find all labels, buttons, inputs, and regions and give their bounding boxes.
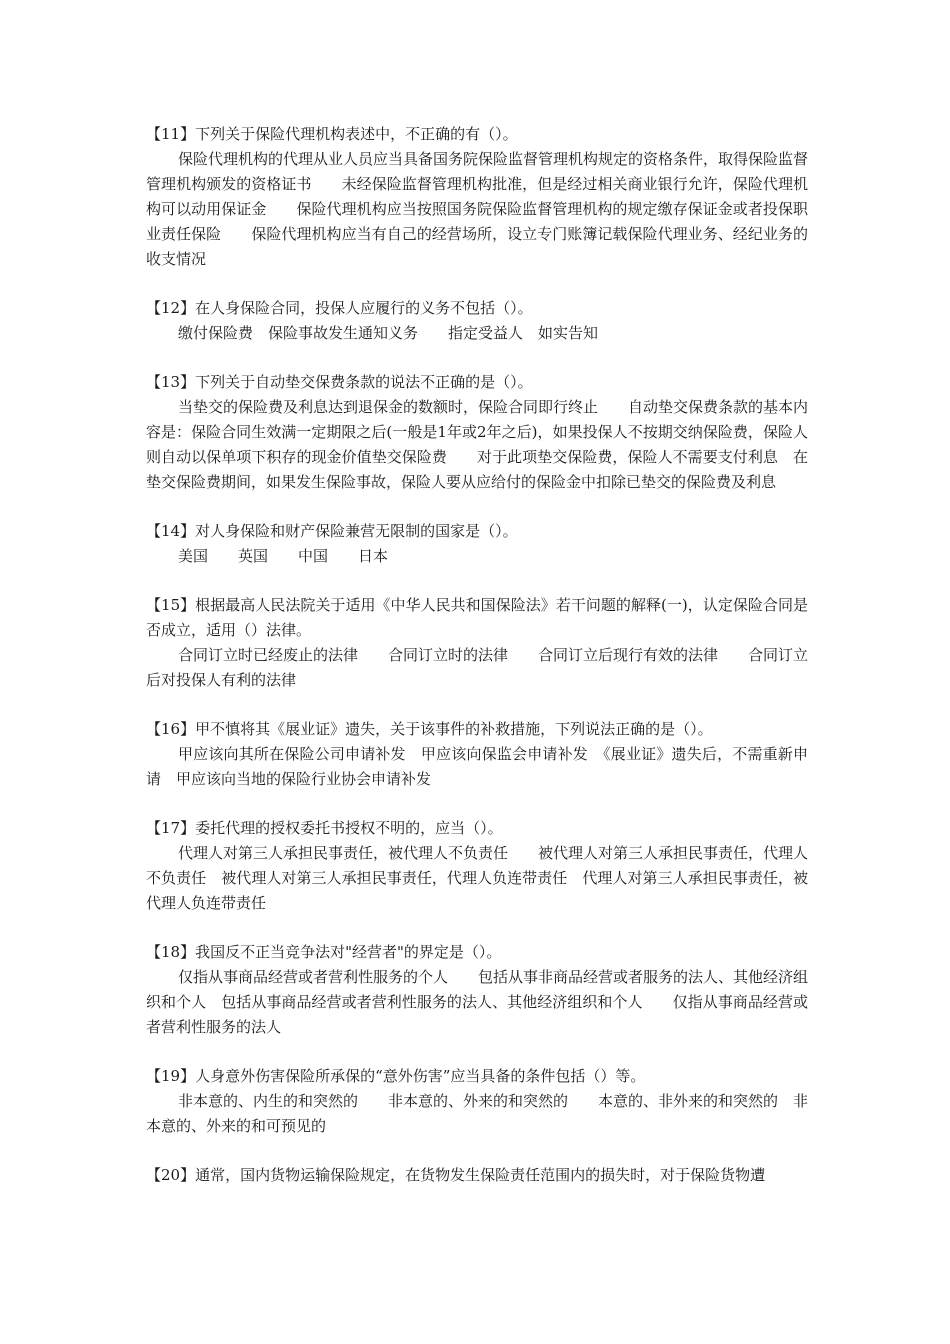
- document-page: [146, 122, 808, 1212]
- question-11: [146, 122, 808, 272]
- question-options: 保险代理机构的代理从业人员应当具备国务院保险监督管理机构规定的资格条件，取得保险监督管理机构颁发的资格证书 未经保险监督管理机构批准，但是经过相关商业银行允许，保险代理机构可以动用保证金 保险代理机构应当按照国务院保险监督管理机构的规定缴存保证金或者投保职业责任保险 保险代理机构应当有自己的经营场所，设立专门账簿记载保险代理业务、经纪业务的收支情况: [146, 150, 809, 268]
- question-stem: 下列关于保险代理机构表述中，不正确的有（）。: [195, 125, 518, 143]
- question-stem: 根据最高人民法院关于适用《中华人民共和国保险法》若干问题的解释(一)，认定保险合同是否成立，适用（）法律。: [146, 596, 808, 639]
- question-stem: 对人身保险和财产保险兼营无限制的国家是（）。: [195, 522, 518, 540]
- question-stem: 下列关于自动垫交保费条款的说法不正确的是（）。: [195, 373, 533, 391]
- question-number: 【18】: [146, 943, 196, 961]
- question-options: 当垫交的保险费及利息达到退保金的数额时，保险合同即行终止 自动垫交保费条款的基本内容是：保险合同生效满一定期限之后(一般是1年或2年之后)，如果投保人不按期交纳保险费，保险人则自动以保单项下积存的现金价值垫交保险费 对于此项垫交保险费，保险人不需要支付利息 在垫交保险费期间，如果发生保险事故，保险人要从应给付的保险金中扣除已垫交的保险费及利息: [146, 398, 809, 491]
- question-16: [146, 717, 808, 792]
- question-number: 【11】: [146, 125, 196, 143]
- question-20: [146, 1163, 808, 1188]
- question-number: 【16】: [146, 720, 196, 738]
- question-number: 【13】: [146, 373, 196, 391]
- question-stem: 通常，国内货物运输保险规定，在货物发生保险责任范围内的损失时，对于保险货物遭: [195, 1166, 766, 1184]
- question-stem: 在人身保险合同，投保人应履行的义务不包括（）。: [195, 299, 533, 317]
- question-19: [146, 1064, 808, 1139]
- question-14: [146, 519, 808, 569]
- question-options: 仅指从事商品经营或者营利性服务的个人 包括从事非商品经营或者服务的法人、其他经济组织和个人 包括从事商品经营或者营利性服务的法人、其他经济组织和个人 仅指从事商品经营或者营利性服务的法人: [146, 968, 809, 1036]
- question-13: [146, 370, 808, 495]
- question-number: 【19】: [146, 1067, 196, 1085]
- question-options: 缴付保险费 保险事故发生通知义务 指定受益人 如实告知: [178, 324, 599, 342]
- question-15: [146, 593, 808, 693]
- question-options: 美国 英国 中国 日本: [178, 547, 389, 565]
- question-options: 代理人对第三人承担民事责任，被代理人不负责任 被代理人对第三人承担民事责任，代理人不负责任 被代理人对第三人承担民事责任，代理人负连带责任 代理人对第三人承担民事责任，被代理人负连带责任: [146, 844, 809, 912]
- question-options: 非本意的、内生的和突然的 非本意的、外来的和突然的 本意的、非外来的和突然的 非本意的、外来的和可预见的: [146, 1092, 809, 1135]
- question-number: 【15】: [146, 596, 196, 614]
- question-number: 【17】: [146, 819, 196, 837]
- question-17: [146, 816, 808, 916]
- question-number: 【20】: [146, 1166, 196, 1184]
- question-stem: 我国反不正当竞争法对"经营者"的界定是（）。: [195, 943, 502, 961]
- question-options: 甲应该向其所在保险公司申请补发 甲应该向保监会申请补发 《展业证》遗失后，不需重新申请 甲应该向当地的保险行业协会申请补发: [146, 745, 808, 788]
- question-number: 【12】: [146, 299, 196, 317]
- question-stem: 委托代理的授权委托书授权不明的，应当（）。: [195, 819, 503, 837]
- question-12: [146, 296, 808, 346]
- question-18: [146, 940, 808, 1040]
- question-options: 合同订立时已经废止的法律 合同订立时的法律 合同订立后现行有效的法律 合同订立后对投保人有利的法律: [146, 646, 809, 689]
- question-stem: 甲不慎将其《展业证》遗失，关于该事件的补救措施，下列说法正确的是（）。: [195, 720, 713, 738]
- question-number: 【14】: [146, 522, 196, 540]
- question-stem: 人身意外伤害保险所承保的“意外伤害”应当具备的条件包括（）等。: [195, 1067, 646, 1085]
